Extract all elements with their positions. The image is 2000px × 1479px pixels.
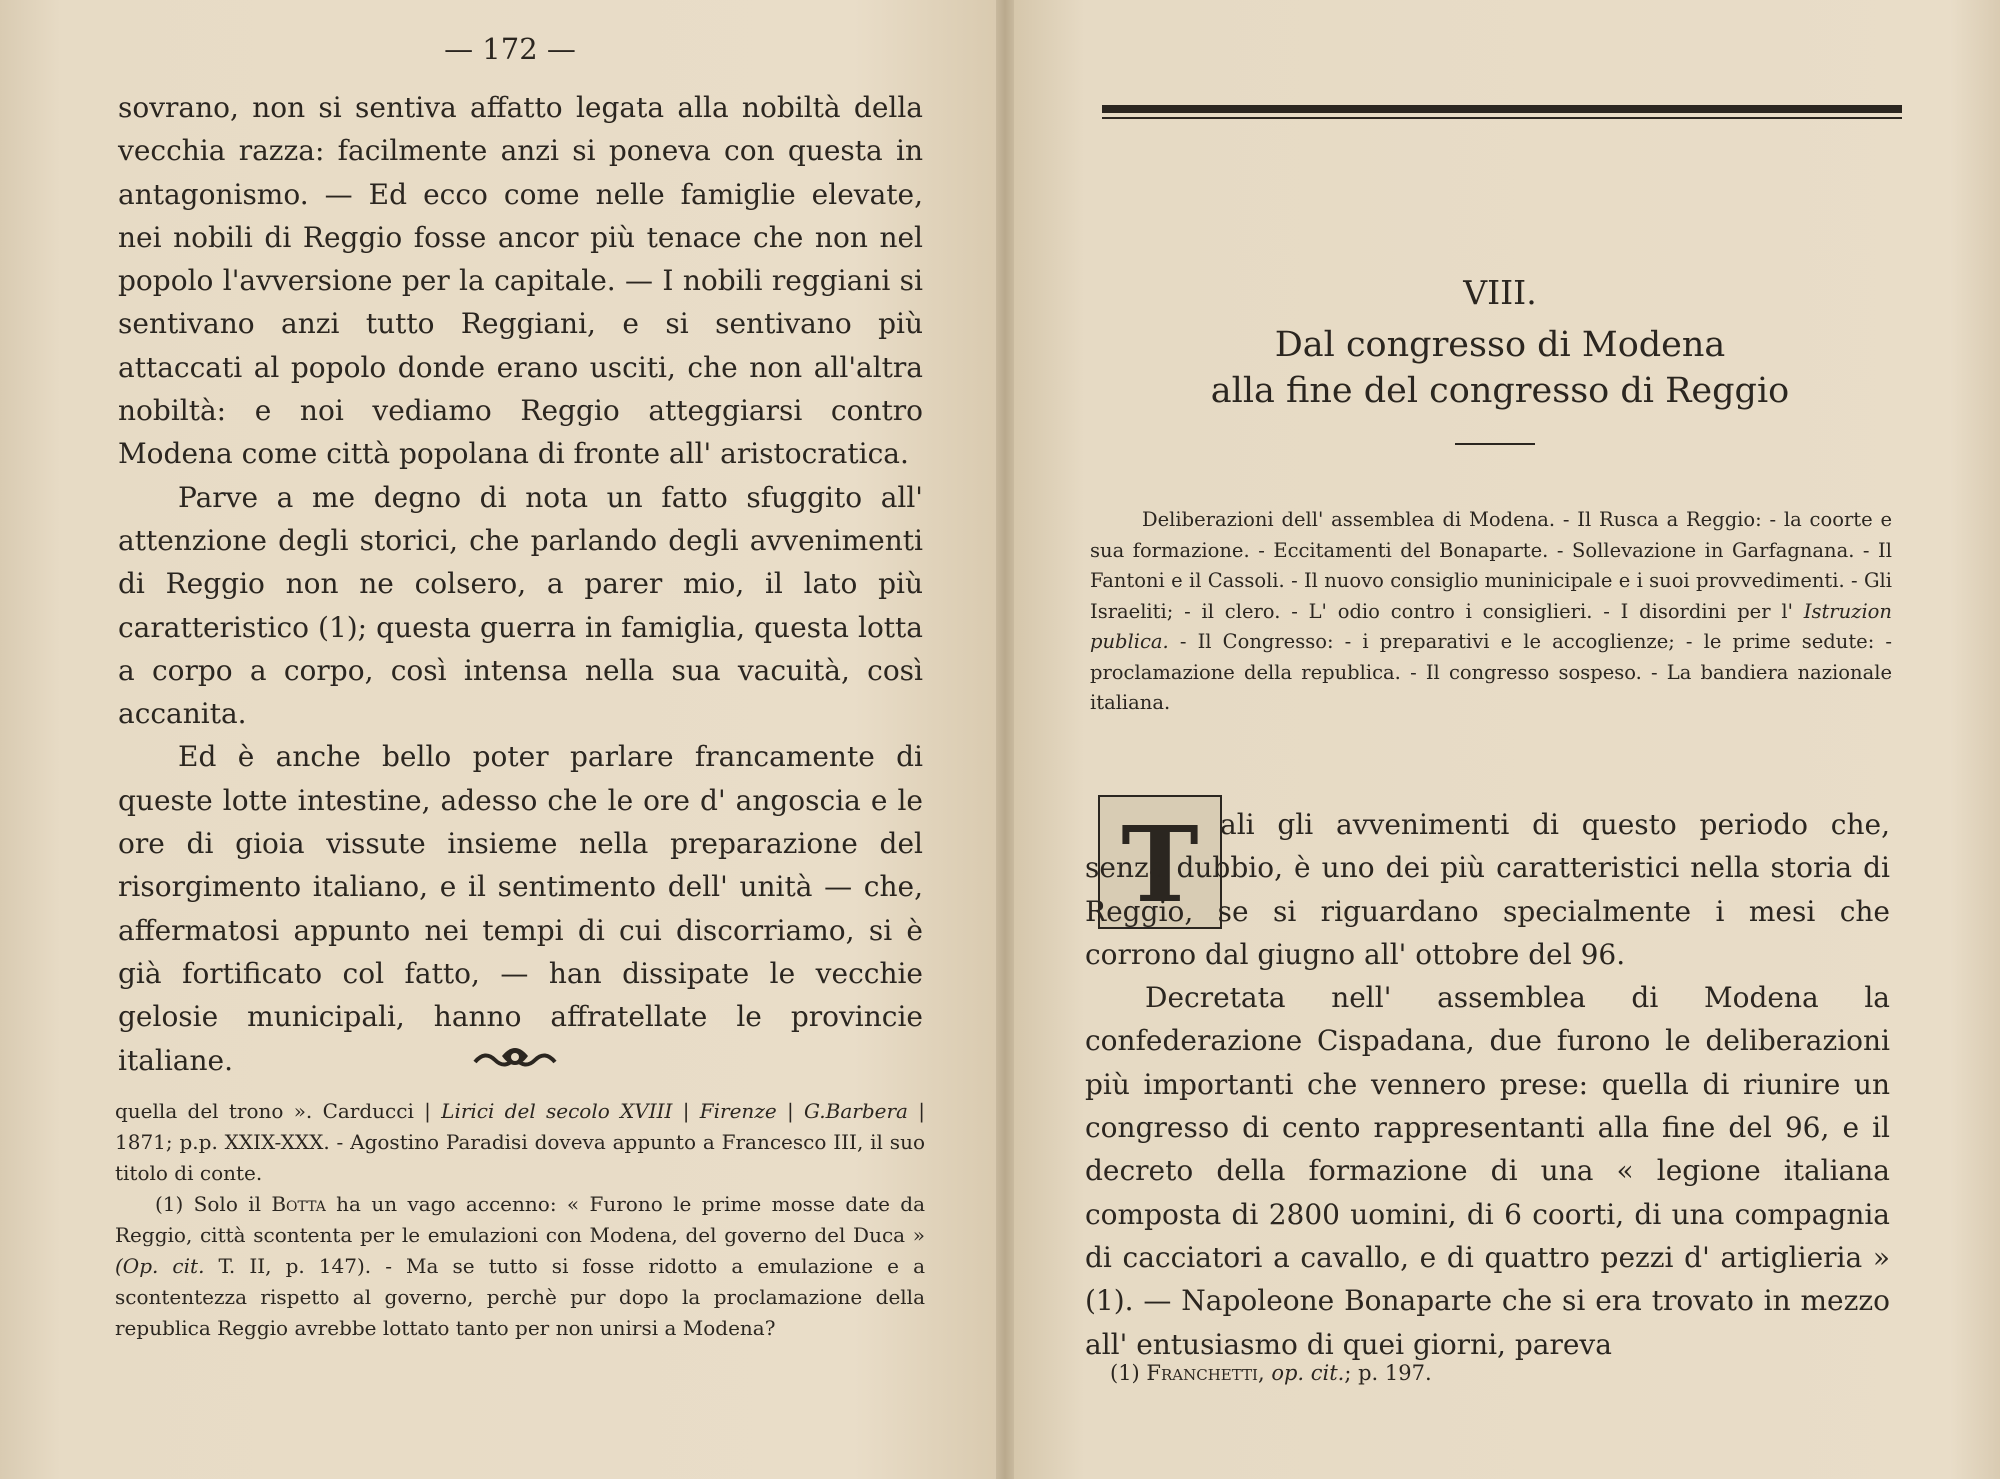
paragraph: sovrano, non si sentiva affatto legata alla nobiltà della vecchia razza: facilmente anzi si poneva con questa in antagonismo. — Ed ecco come nelle famiglie elevate, nei nobili di Reggio fosse ancor più tenace che non nel popolo l'avversione per la capitale. — I nobili reggiani si sentivano anzi tutto Reggiani, e si sentivano più attaccati al popolo donde erano usciti, che non all'altra nobiltà: e noi vediamo Reggio atteggiarsi contro Modena come città popolana di fronte all' aristocratica. xyxy=(118,91,923,471)
header-rule-thin xyxy=(1102,117,1902,119)
left-footnotes xyxy=(115,1096,925,1344)
paragraph: Ed è anche bello poter parlare francamente di queste lotte intestine, adesso che le ore d' angoscia e le ore di gioia vissute insieme nella preparazione del risorgimento italiano, e il sentimento dell' unità — che, affermatosi appunto nei tempi di cui discorriamo, si è già fortificato col fatto, — han dissipate le vecchie gelosie municipali, hanno affratellate le provincie italiane. xyxy=(118,740,923,1077)
summary-text: Deliberazioni dell' assemblea di Modena. - Il Rusca a Reggio: - la coorte e sua formazione. - Eccitamenti del Bonaparte. - Sollevazione in Garfagnana. - Il Fantoni e il Cassoli. - Il nuovo consiglio muninicipale e i suoi provvedimenti. - Gli Israeliti; - il clero. - L' odio contro i consiglieri. - I disordini per l' Istruzion publica. - Il Congresso: - i preparativi e le accoglienze; - le prime sedute: - proclamazione della republica. - Il congresso sospeso. - La bandiera nazionale italiana. xyxy=(1090,508,1892,714)
title-rule xyxy=(1455,443,1535,445)
book-gutter xyxy=(996,0,1014,1479)
chapter-title-line: Dal congresso di Modena xyxy=(1274,325,1726,365)
footnote-1: (1) Franchetti, op. cit.; p. 197. xyxy=(1110,1361,1432,1385)
right-body-text xyxy=(1085,803,1890,1366)
paragraph: Decretata nell' assemblea di Modena la confederazione Cispadana, due furono le deliberazioni più importanti che vennero prese: quella di riunire un congresso di cento rappresentanti alla fine del 96, e il decreto della formazione di una « legione italiana composta di 2800 uomini, di 6 coorti, di una compagnia di cacciatori a cavallo, e di quattro pezzi d' artiglieria » (1). — Napoleone Bonaparte che si era trovato in mezzo all' entusiasmo di quei giorni, pareva xyxy=(1085,981,1890,1361)
chapter-title-line: alla fine del congresso di Reggio xyxy=(1210,371,1790,411)
right-footnote xyxy=(1110,1358,1710,1389)
page-number: — 172 — xyxy=(444,32,576,66)
chapter-summary xyxy=(1090,505,1892,719)
chapter-title xyxy=(1140,322,1860,414)
chapter-number: VIII. xyxy=(1463,273,1537,312)
footnote-continuation: quella del trono ». Carducci | Lirici del secolo XVIII | Firenze | G.Barbera | 1871; p.p. XXIX-XXX. - Agostino Paradisi doveva appunto a Francesco III, il suo titolo di conte. xyxy=(115,1099,925,1185)
fleuron-ornament-icon xyxy=(470,1040,560,1080)
paragraph: ali gli avvenimenti di questo periodo che, senza dubbio, è uno dei più caratteristici nella storia di Reggio, se si riguardano specialmente i mesi che corrono dal giugno all' ottobre del 96. xyxy=(1085,808,1890,971)
footnote-1: (1) Solo il Botta ha un vago accenno: « Furono le prime mosse date da Reggio, città scontenta per le emulazioni con Modena, del governo del Duca » (Op. cit. T. II, p. 147). - Ma se tutto si fosse ridotto a emulazione e a scontentezza rispetto al governo, perchè pur dopo la proclamazione della republica Reggio avrebbe lottato tanto per non unirsi a Modena? xyxy=(115,1192,926,1340)
header-rule xyxy=(1102,105,1902,113)
paragraph: Parve a me degno di nota un fatto sfuggito all' attenzione degli storici, che parlando degli avvenimenti di Reggio non ne colsero, a parer mio, il lato più caratteristico (1); questa guerra in famiglia, questa lotta a corpo a corpo, così intensa nella sua vacuità, così accanita. xyxy=(118,480,923,731)
left-body-text xyxy=(118,86,923,1082)
drop-cap-letter: T xyxy=(1121,803,1199,926)
